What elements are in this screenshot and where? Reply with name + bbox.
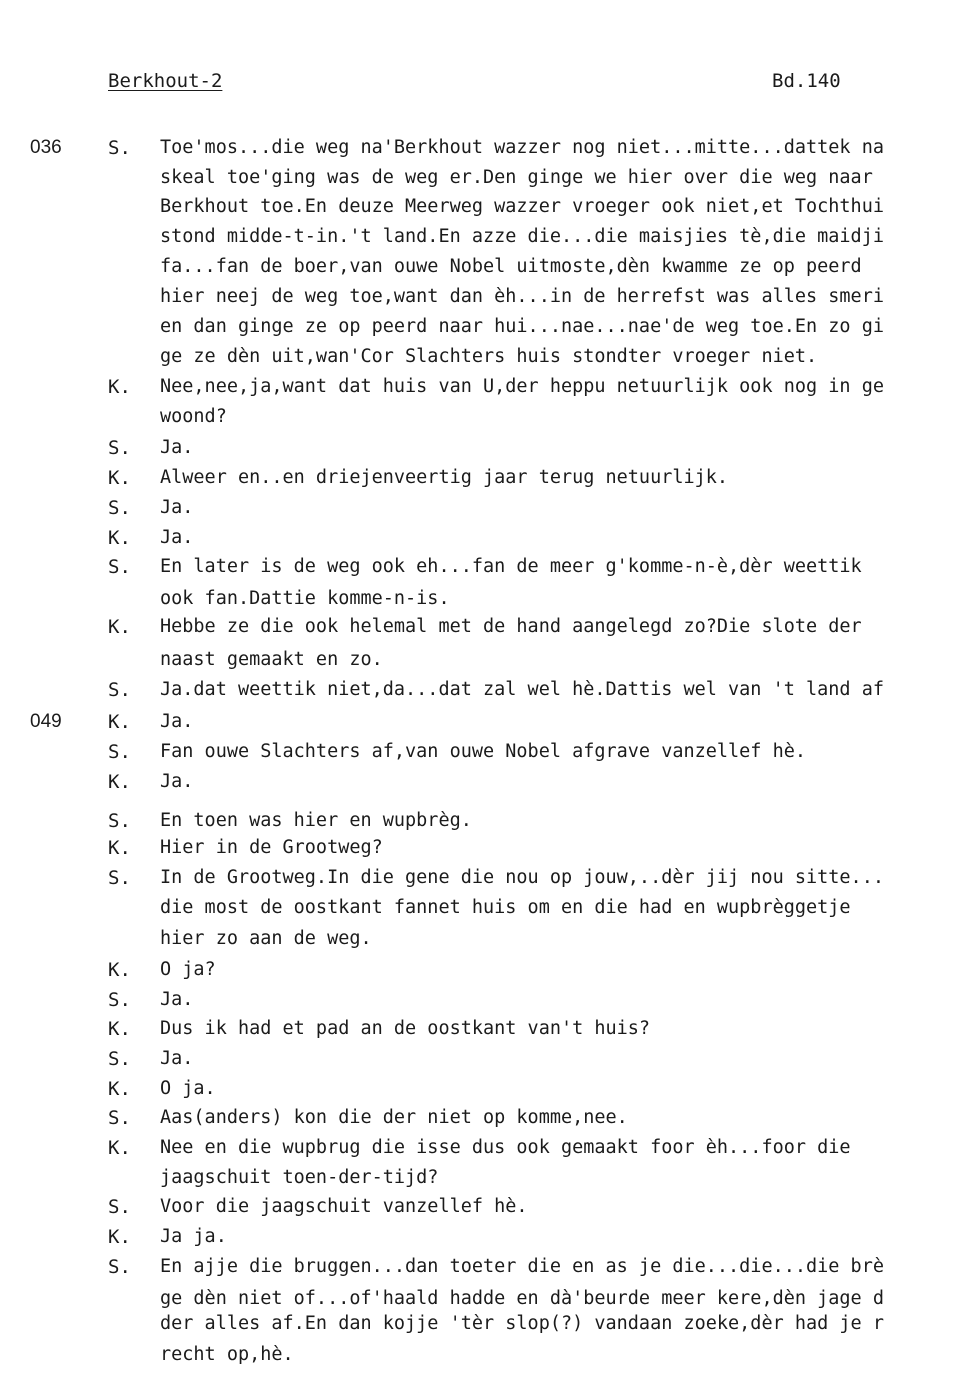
transcript-line: hier zo aan de weg. <box>160 928 372 949</box>
transcript-line: Alweer en..en driejenveertig jaar terug netuurlijk. <box>160 467 729 488</box>
speaker-label: S. <box>108 741 131 763</box>
transcript-line: der alles af.En dan kojje 'tèr slop(?) vandaan zoeke,dèr had je r <box>160 1313 884 1334</box>
speaker-label: S. <box>108 810 131 832</box>
speaker-label: S. <box>108 679 131 701</box>
speaker-label: S. <box>108 137 131 159</box>
speaker-label: K. <box>108 376 131 398</box>
transcript-line: en dan ginge ze op peerd naar hui...nae...nae'de weg toe.En zo gi <box>160 316 884 337</box>
tape-counter-marker: 049 <box>30 711 62 732</box>
speaker-label: S. <box>108 497 131 519</box>
transcript-line: Ja. <box>160 1048 194 1069</box>
transcript-line: En toen was hier en wupbrèg. <box>160 810 472 831</box>
speaker-label: K. <box>108 711 131 733</box>
transcript-line: O ja? <box>160 959 216 980</box>
transcript-line: En ajje die bruggen...dan toeter die en as je die...die...die brè <box>160 1256 884 1277</box>
transcript-line: Ja. <box>160 989 194 1010</box>
transcript-line: In de Grootweg.In die gene die nou op jouw,..dèr jij nou sitte... <box>160 867 884 888</box>
transcript-line: Voor die jaagschuit vanzellef hè. <box>160 1196 528 1217</box>
speaker-label: K. <box>108 959 131 981</box>
transcript-line: jaagschuit toen-der-tijd? <box>160 1167 439 1188</box>
speaker-label: S. <box>108 437 131 459</box>
transcript-line: woond? <box>160 406 227 427</box>
speaker-label: S. <box>108 989 131 1011</box>
transcript-line: Nee en die wupbrug die isse dus ook gemaakt foor èh...foor die <box>160 1137 851 1158</box>
transcript-line: Ja. <box>160 497 194 518</box>
transcript-line: naast gemaakt en zo. <box>160 649 383 670</box>
transcript-line: Ja. <box>160 711 194 732</box>
transcript-line: hier neej de weg toe,want dan èh...in de herrefst was alles smeri <box>160 286 884 307</box>
speaker-label: K. <box>108 1018 131 1040</box>
transcript-line: En later is de weg ook eh...fan de meer g'komme-n-è,dèr weettik <box>160 556 862 577</box>
transcript-line: ook fan.Dattie komme-n-is. <box>160 588 450 609</box>
transcript-line: Berkhout toe.En deuze Meerweg wazzer vroeger ook niet,et Tochthui <box>160 196 884 217</box>
speaker-label: K. <box>108 1137 131 1159</box>
speaker-label: K. <box>108 771 131 793</box>
page-title: Berkhout-2 <box>108 70 223 92</box>
tape-counter-marker: 036 <box>30 137 62 158</box>
speaker-label: S. <box>108 556 131 578</box>
transcript-line: ge ze dèn uit,wan'Cor Slachters huis stondter vroeger niet. <box>160 346 818 367</box>
transcript-line: recht op,hè. <box>160 1344 294 1365</box>
speaker-label: K. <box>108 1226 131 1248</box>
transcript-line: ge dèn niet of...of'haald hadde en dà'beurde meer kere,dèn jage d <box>160 1288 884 1309</box>
speaker-label: K. <box>108 467 131 489</box>
transcript-line: Ja. <box>160 437 194 458</box>
transcript-line: Fan ouwe Slachters af,van ouwe Nobel afgrave vanzellef hè. <box>160 741 807 762</box>
transcript-line: Hier in de Grootweg? <box>160 837 383 858</box>
transcript-line: skeal toe'ging was de weg er.Den ginge we hier over die weg naar <box>160 167 873 188</box>
transcript-line: Dus ik had et pad an de oostkant van't huis? <box>160 1018 651 1039</box>
transcript-line: O ja. <box>160 1078 216 1099</box>
speaker-label: S. <box>108 1107 131 1129</box>
transcript-line: Ja.dat weettik niet,da...dat zal wel hè.Dattis wel van 't land af <box>160 679 884 700</box>
speaker-label: S. <box>108 1196 131 1218</box>
speaker-label: S. <box>108 1256 131 1278</box>
transcript-line: Hebbe ze die ook helemal met de hand aangelegd zo?Die slote der <box>160 616 862 637</box>
transcript-line: fa...fan de boer,van ouwe Nobel uitmoste,dèn kwamme ze op peerd <box>160 256 862 277</box>
speaker-label: S. <box>108 1048 131 1070</box>
transcript-line: Ja. <box>160 771 194 792</box>
transcript-line: die most de oostkant fannet huis om en die had en wupbrèggetje <box>160 897 851 918</box>
speaker-label: K. <box>108 527 131 549</box>
transcript-line: Ja ja. <box>160 1226 227 1247</box>
transcript-line: stond midde-t-in.'t land.En azze die...die maisjies tè,die maidji <box>160 226 884 247</box>
transcript-line: Nee,nee,ja,want dat huis van U,der heppu netuurlijk ook nog in ge <box>160 376 884 397</box>
transcript-line: Aas(anders) kon die der niet op komme,nee. <box>160 1107 628 1128</box>
speaker-label: K. <box>108 616 131 638</box>
speaker-label: K. <box>108 837 131 859</box>
speaker-label: K. <box>108 1078 131 1100</box>
transcript-line: Ja. <box>160 527 194 548</box>
transcript-line: Toe'mos...die weg na'Berkhout wazzer nog niet...mitte...dattek na <box>160 137 884 158</box>
speaker-label: S. <box>108 867 131 889</box>
tape-number: Bd.140 <box>772 70 841 92</box>
